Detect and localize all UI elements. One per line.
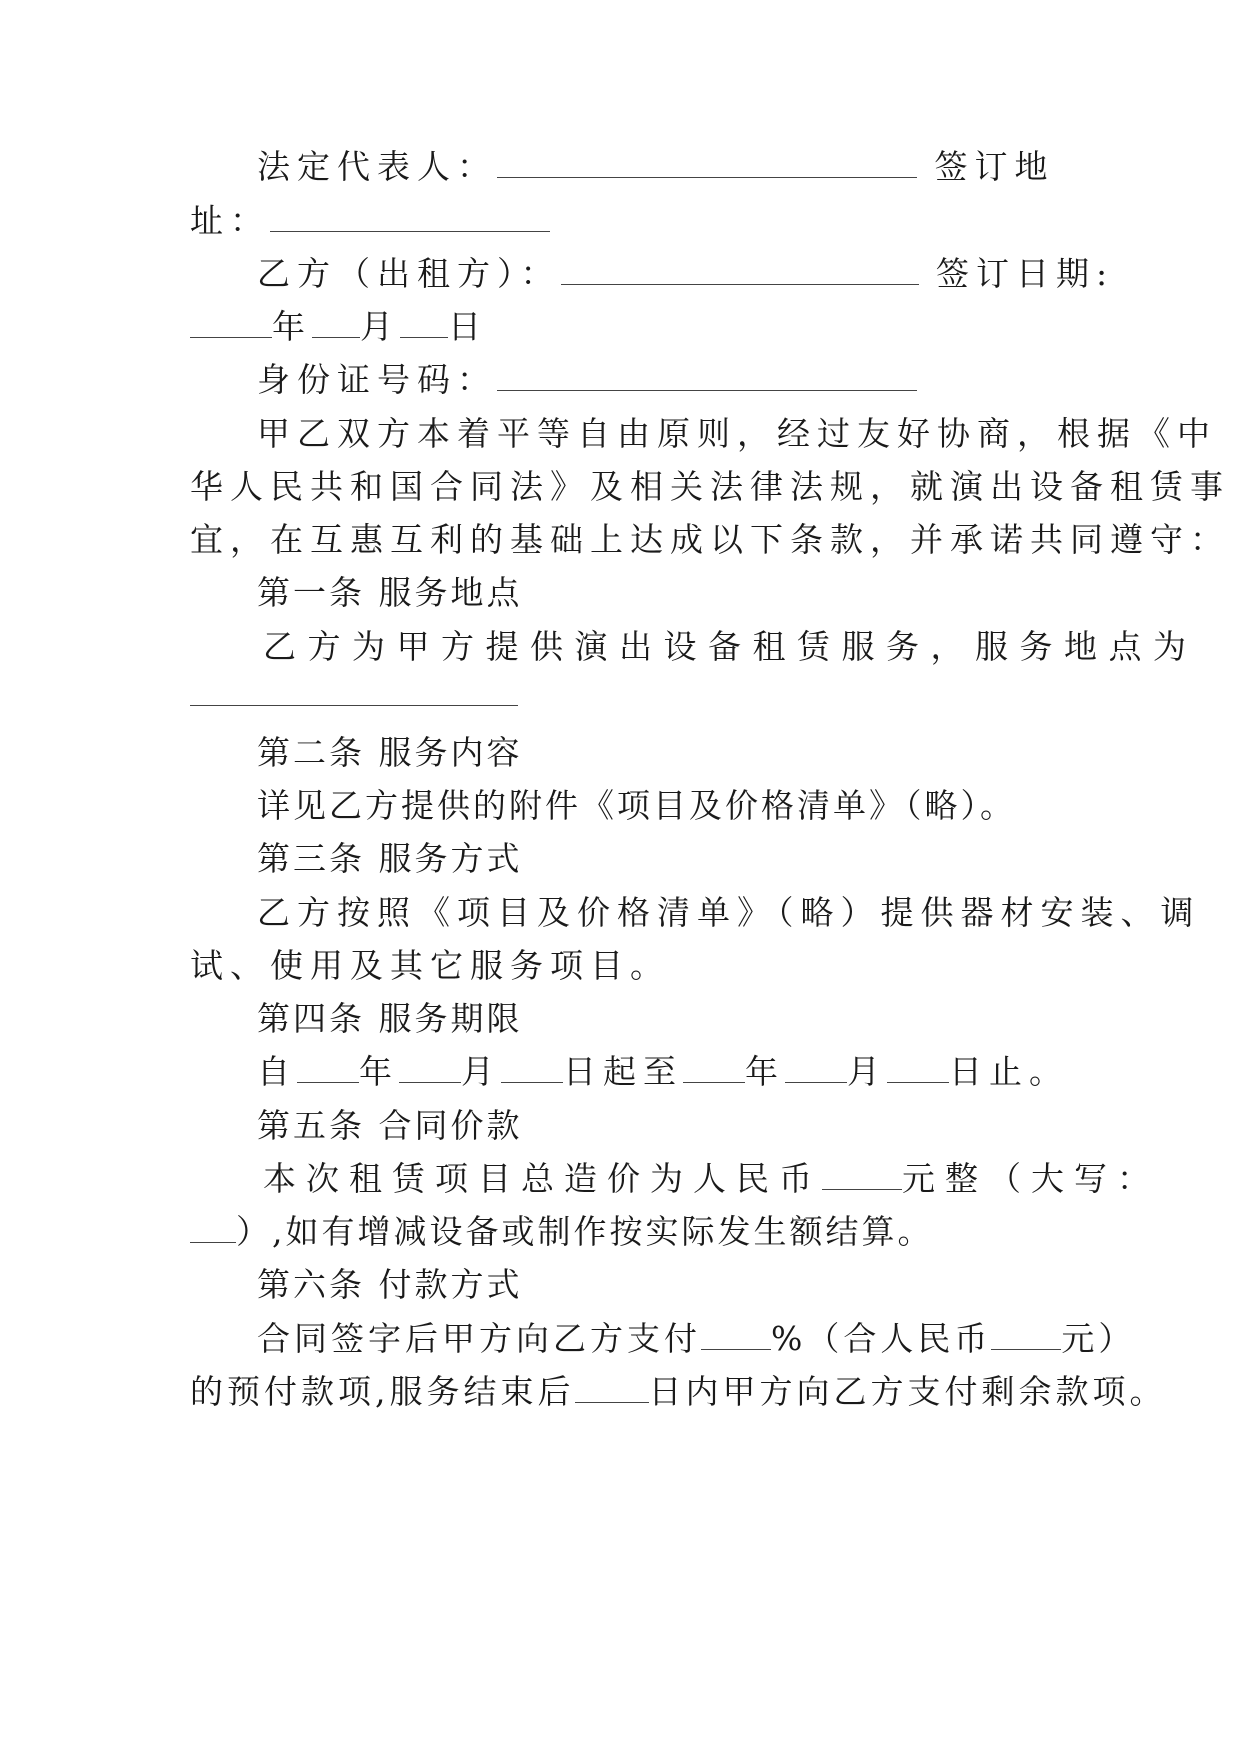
- article-5-body-line-1: [263, 1159, 1160, 1199]
- remaining-payment-label: 日内甲方向乙方支付剩余款项。: [648, 1372, 1167, 1411]
- start-year-blank[interactable]: [297, 1054, 359, 1083]
- article-5-title: 第五条 合同价款: [257, 1106, 523, 1145]
- year-label: 年: [272, 307, 312, 346]
- end-day-blank[interactable]: [887, 1054, 949, 1083]
- legal-representative-label: 法定代表人：: [257, 147, 497, 186]
- legal-representative-line: [257, 147, 1137, 187]
- start-year-label: 年: [359, 1052, 399, 1091]
- yuan-label: 元）: [1061, 1319, 1136, 1358]
- total-price-label: 本次租赁项目总造价为人民币: [263, 1159, 822, 1198]
- article-6-title: 第六条 付款方式: [257, 1265, 523, 1304]
- party-b-line: [257, 254, 1137, 294]
- percent-label: %（合人民币: [771, 1319, 992, 1358]
- settlement-text: ）,如有增减设备或制作按实际发生额结算。: [236, 1212, 934, 1251]
- advance-label: 合同签字后甲方向乙方支付: [257, 1319, 701, 1358]
- article-2-body: 详见乙方提供的附件《项目及价格清单》（略）。: [257, 786, 1016, 825]
- preamble-line-1: 甲乙双方本着平等自由原则，经过友好协商，根据《中: [257, 414, 1217, 453]
- capital-amount-label: 元整（大写：: [902, 1159, 1160, 1198]
- article-6-body-line-1: [257, 1319, 1137, 1359]
- article-1-body: 乙方为甲方提供演出设备租赁服务，服务地点为: [263, 627, 1198, 666]
- payment-days-blank[interactable]: [575, 1374, 649, 1403]
- day-blank[interactable]: [400, 309, 448, 338]
- total-price-blank[interactable]: [822, 1161, 902, 1190]
- start-month-label: 月: [461, 1052, 501, 1091]
- article-3-body-line-2: 试、使用及其它服务项目。: [190, 946, 670, 985]
- id-number-label: 身份证号码：: [257, 360, 497, 399]
- party-b-blank[interactable]: [561, 256, 919, 285]
- start-day-blank[interactable]: [501, 1054, 563, 1083]
- signing-date-line: [190, 307, 1070, 347]
- prepayment-label: 的预付款项,服务结束后: [190, 1372, 575, 1411]
- end-month-blank[interactable]: [785, 1054, 847, 1083]
- article-3-title: 第三条 服务方式: [257, 839, 523, 878]
- party-b-label: 乙方（出租方）：: [257, 254, 561, 293]
- end-month-label: 月: [847, 1052, 887, 1091]
- preamble-line-3: 宜，在互惠互利的基础上达成以下条款，并承诺共同遵守：: [190, 520, 1230, 559]
- address-blank[interactable]: [270, 203, 550, 232]
- address-label: 址：: [190, 201, 270, 240]
- article-1-title: 第一条 服务地点: [257, 573, 523, 612]
- article-4-title: 第四条 服务期限: [257, 999, 523, 1038]
- address-line: [190, 201, 1070, 241]
- start-day-label: 日起至: [563, 1052, 683, 1091]
- end-day-label: 日止。: [949, 1052, 1069, 1091]
- service-location-blank[interactable]: [190, 704, 518, 706]
- signing-address-label: 签订地: [934, 147, 1055, 186]
- article-3-body-line-1: 乙方按照《项目及价格清单》（略）提供器材安装、调: [257, 893, 1201, 932]
- id-number-blank[interactable]: [497, 362, 917, 391]
- signing-date-label: 签订日期:: [936, 254, 1115, 293]
- article-5-body-line-2: [190, 1212, 1070, 1252]
- from-label: 自: [257, 1052, 297, 1091]
- advance-percent-blank[interactable]: [701, 1321, 771, 1350]
- month-blank[interactable]: [312, 309, 360, 338]
- article-2-title: 第二条 服务内容: [257, 733, 523, 772]
- preamble-line-2: 华人民共和国合同法》及相关法律法规，就演出设备租赁事: [190, 467, 1230, 506]
- day-label: 日: [448, 307, 488, 346]
- id-number-line: [257, 360, 1137, 400]
- capital-amount-blank[interactable]: [190, 1214, 236, 1243]
- end-year-label: 年: [745, 1052, 785, 1091]
- article-4-body: [257, 1052, 1137, 1092]
- article-6-body-line-2: [190, 1372, 1167, 1412]
- end-year-blank[interactable]: [683, 1054, 745, 1083]
- year-blank[interactable]: [190, 309, 272, 338]
- month-label: 月: [360, 307, 400, 346]
- advance-amount-blank[interactable]: [991, 1321, 1061, 1350]
- start-month-blank[interactable]: [399, 1054, 461, 1083]
- legal-representative-blank[interactable]: [497, 149, 917, 178]
